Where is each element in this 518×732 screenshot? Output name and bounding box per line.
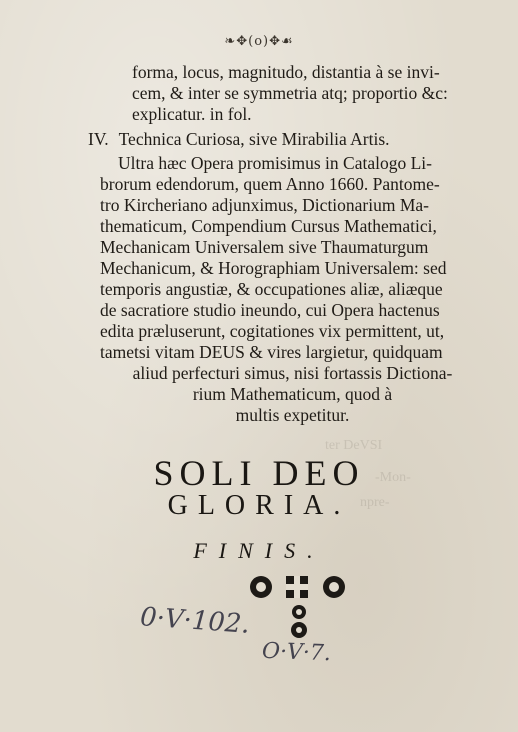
text-line: thematicum, Compendium Cursus Mathematici, [100,216,437,236]
item-three-text [132,62,518,125]
page-mark: (o) [248,34,270,49]
page-header [0,34,518,49]
bleed-through: npre- [360,495,390,510]
finis-label: FINIS. [193,538,325,563]
text-line: explicatur. in fol. [132,104,252,124]
ornament-right-icon: ✥☙ [269,34,294,49]
shelfmark-handwritten: O·V·7. [261,638,332,667]
item-title: Technica Curiosa, sive Mirabilia Artis. [118,129,390,149]
text-line: aliud perfecturi simus, nisi fortassis Dictiona- [132,363,453,383]
text-line: edita præluserunt, cogitationes vix permittent, ut, [100,321,445,341]
bleed-through: -Mon- [375,470,411,485]
closing-paragraph [100,153,485,426]
text-line: forma, locus, magnitudo, distantia à se invi- [132,62,440,82]
printer-ornament-icon [246,572,352,602]
item-four-heading [88,129,390,150]
text-line: tro Kircheriano adjunximus, Dictionarium Ma- [100,195,430,215]
text-line: Ultra hæc Opera promisimus in Catalogo Li- [118,153,432,173]
text-line: brorum edendorum, quem Anno 1660. Pantome- [100,174,440,194]
text-line: cem, & inter se symmetria atq; proportio &c: [132,83,448,103]
text-line: Mechanicam Universalem sive Thaumaturgum [100,237,429,257]
text-line: rium Mathematicum, quod à [192,384,393,404]
soli-deo-heading: SOLI DEO [153,453,365,493]
small-ornament-icon [286,604,312,640]
text-line: temporis angustiæ, & occupationes aliæ, aliæque [100,279,443,299]
gloria-heading: GLORIA. [167,490,351,521]
text-line: de sacratiore studio ineundo, cui Opera hactenus [100,300,440,320]
text-line: Mechanicum, & Horographiam Universalem: sed [100,258,447,278]
text-line: tametsi vitam DEUS & vires largietur, quidquam [100,342,443,362]
ornament-left-icon: ❧✥ [224,34,249,49]
bleed-through: ter DeVSI [325,438,383,453]
item-number: IV. [88,129,109,149]
text-line: multis expetitur. [235,405,350,425]
shelfmark-handwritten: 0·V·102. [139,602,251,640]
